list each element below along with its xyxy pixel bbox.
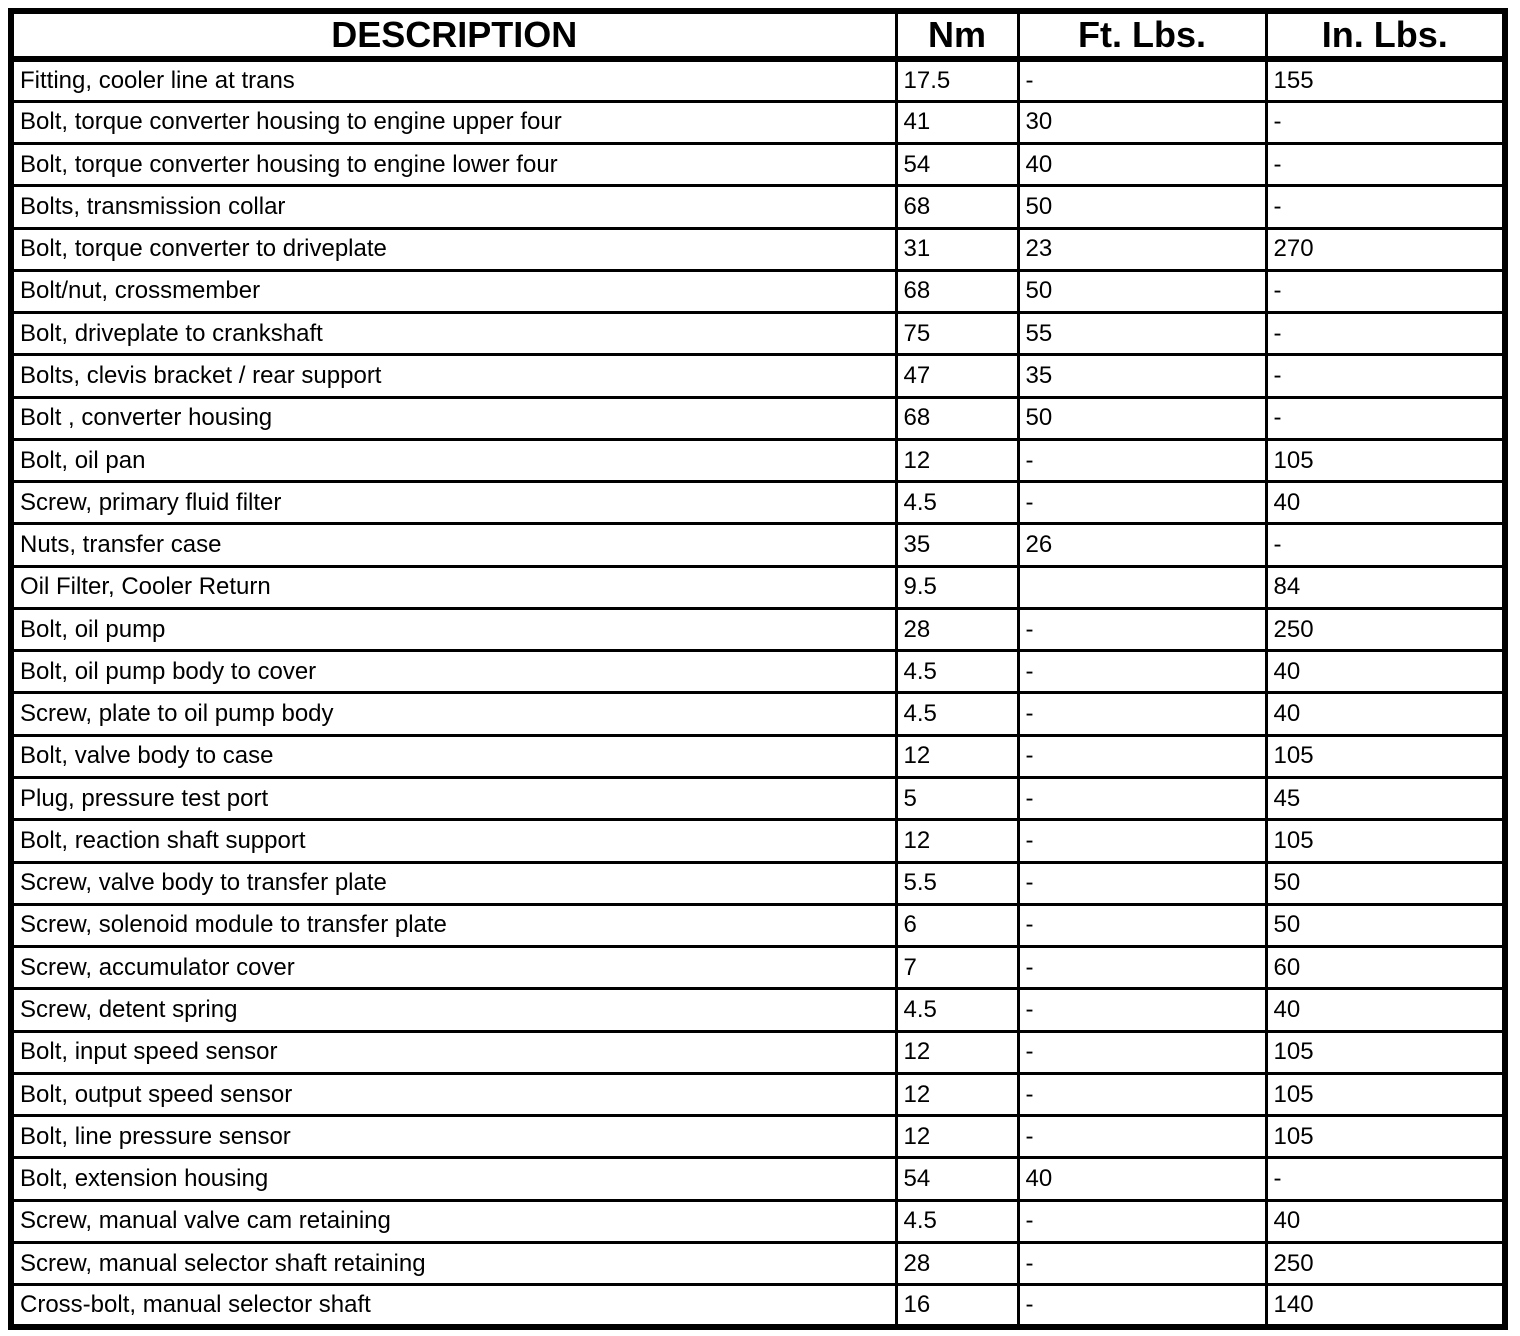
row-ftlbs-cell: - (1018, 1242, 1266, 1284)
row-ftlbs-cell: - (1018, 862, 1266, 904)
row-description-cell: Bolt, reaction shaft support (11, 820, 896, 862)
row-nm-cell: 4.5 (896, 989, 1018, 1031)
row-inlbs-cell: - (1266, 524, 1505, 566)
row-nm-cell: 75 (896, 313, 1018, 355)
table-row (11, 144, 1505, 186)
table-header-row (11, 11, 1505, 59)
table-row (11, 482, 1505, 524)
row-ftlbs-cell: - (1018, 439, 1266, 481)
row-description-cell: Bolt, line pressure sensor (11, 1116, 896, 1158)
table-row (11, 693, 1505, 735)
row-ftlbs-cell: - (1018, 735, 1266, 777)
row-inlbs-cell: 140 (1266, 1285, 1505, 1327)
row-inlbs-cell: 105 (1266, 735, 1505, 777)
row-description-cell: Screw, solenoid module to transfer plate (11, 904, 896, 946)
row-inlbs-cell: - (1266, 144, 1505, 186)
table-row (11, 186, 1505, 228)
table-row (11, 862, 1505, 904)
row-inlbs-cell: - (1266, 1158, 1505, 1200)
row-ftlbs-cell: - (1018, 651, 1266, 693)
row-ftlbs-cell: - (1018, 820, 1266, 862)
row-ftlbs-cell: - (1018, 1285, 1266, 1327)
row-ftlbs-cell: - (1018, 947, 1266, 989)
row-ftlbs-cell: - (1018, 778, 1266, 820)
row-description-cell: Bolt, oil pan (11, 439, 896, 481)
header-description: DESCRIPTION (11, 11, 896, 59)
table-row (11, 101, 1505, 143)
row-ftlbs-cell: 50 (1018, 270, 1266, 312)
row-ftlbs-cell: 26 (1018, 524, 1266, 566)
row-inlbs-cell: 60 (1266, 947, 1505, 989)
row-description-cell: Plug, pressure test port (11, 778, 896, 820)
row-inlbs-cell: 155 (1266, 59, 1505, 101)
row-description-cell: Screw, manual selector shaft retaining (11, 1242, 896, 1284)
row-nm-cell: 28 (896, 608, 1018, 650)
row-inlbs-cell: 105 (1266, 1073, 1505, 1115)
header-in-lbs: In. Lbs. (1266, 11, 1505, 59)
row-description-cell: Screw, manual valve cam retaining (11, 1200, 896, 1242)
row-description-cell: Bolt, oil pump body to cover (11, 651, 896, 693)
row-nm-cell: 54 (896, 1158, 1018, 1200)
table-body (11, 59, 1505, 1327)
row-nm-cell: 28 (896, 1242, 1018, 1284)
row-nm-cell: 68 (896, 397, 1018, 439)
row-inlbs-cell: 40 (1266, 989, 1505, 1031)
table-row (11, 228, 1505, 270)
row-ftlbs-cell: - (1018, 608, 1266, 650)
table-row (11, 989, 1505, 1031)
row-description-cell: Bolt, input speed sensor (11, 1031, 896, 1073)
row-inlbs-cell: - (1266, 186, 1505, 228)
row-inlbs-cell: - (1266, 270, 1505, 312)
row-nm-cell: 5.5 (896, 862, 1018, 904)
table-row (11, 1158, 1505, 1200)
row-ftlbs-cell: 23 (1018, 228, 1266, 270)
row-nm-cell: 12 (896, 1116, 1018, 1158)
row-nm-cell: 17.5 (896, 59, 1018, 101)
row-description-cell: Cross-bolt, manual selector shaft (11, 1285, 896, 1327)
table-row (11, 524, 1505, 566)
table-row (11, 608, 1505, 650)
row-inlbs-cell: 40 (1266, 482, 1505, 524)
row-nm-cell: 12 (896, 1031, 1018, 1073)
row-ftlbs-cell: - (1018, 989, 1266, 1031)
table-header (11, 11, 1505, 59)
table-row (11, 947, 1505, 989)
row-ftlbs-cell: - (1018, 693, 1266, 735)
row-ftlbs-cell: 50 (1018, 186, 1266, 228)
row-description-cell: Nuts, transfer case (11, 524, 896, 566)
row-ftlbs-cell: 35 (1018, 355, 1266, 397)
table-row (11, 651, 1505, 693)
row-description-cell: Bolt , converter housing (11, 397, 896, 439)
row-nm-cell: 68 (896, 186, 1018, 228)
row-description-cell: Bolts, clevis bracket / rear support (11, 355, 896, 397)
row-nm-cell: 41 (896, 101, 1018, 143)
row-nm-cell: 31 (896, 228, 1018, 270)
row-description-cell: Bolt, torque converter to driveplate (11, 228, 896, 270)
row-inlbs-cell: 50 (1266, 862, 1505, 904)
table-row (11, 439, 1505, 481)
row-nm-cell: 4.5 (896, 693, 1018, 735)
row-ftlbs-cell: 40 (1018, 1158, 1266, 1200)
row-nm-cell: 6 (896, 904, 1018, 946)
row-ftlbs-cell: 55 (1018, 313, 1266, 355)
row-description-cell: Oil Filter, Cooler Return (11, 566, 896, 608)
row-ftlbs-cell: - (1018, 1073, 1266, 1115)
row-nm-cell: 9.5 (896, 566, 1018, 608)
row-inlbs-cell: 50 (1266, 904, 1505, 946)
table-row (11, 735, 1505, 777)
table-row (11, 313, 1505, 355)
row-description-cell: Screw, valve body to transfer plate (11, 862, 896, 904)
row-nm-cell: 47 (896, 355, 1018, 397)
row-description-cell: Fitting, cooler line at trans (11, 59, 896, 101)
row-inlbs-cell: 250 (1266, 608, 1505, 650)
table-row (11, 59, 1505, 101)
table-row (11, 1073, 1505, 1115)
row-nm-cell: 68 (896, 270, 1018, 312)
row-nm-cell: 16 (896, 1285, 1018, 1327)
row-ftlbs-cell: - (1018, 59, 1266, 101)
row-inlbs-cell: 105 (1266, 1116, 1505, 1158)
row-description-cell: Bolt, oil pump (11, 608, 896, 650)
row-description-cell: Bolt, torque converter housing to engine lower four (11, 144, 896, 186)
row-description-cell: Bolt, torque converter housing to engine upper four (11, 101, 896, 143)
row-inlbs-cell: - (1266, 397, 1505, 439)
row-ftlbs-cell: - (1018, 1031, 1266, 1073)
table-row (11, 820, 1505, 862)
torque-spec-table (8, 8, 1508, 1330)
table-row (11, 1031, 1505, 1073)
row-nm-cell: 4.5 (896, 651, 1018, 693)
row-inlbs-cell: 40 (1266, 693, 1505, 735)
table-row (11, 904, 1505, 946)
row-description-cell: Bolts, transmission collar (11, 186, 896, 228)
row-inlbs-cell: 105 (1266, 820, 1505, 862)
row-description-cell: Screw, detent spring (11, 989, 896, 1031)
row-ftlbs-cell: - (1018, 1116, 1266, 1158)
row-inlbs-cell: - (1266, 313, 1505, 355)
row-ftlbs-cell: - (1018, 482, 1266, 524)
header-nm: Nm (896, 11, 1018, 59)
row-nm-cell: 4.5 (896, 1200, 1018, 1242)
row-inlbs-cell: 105 (1266, 1031, 1505, 1073)
row-nm-cell: 54 (896, 144, 1018, 186)
row-ftlbs-cell: - (1018, 904, 1266, 946)
row-nm-cell: 12 (896, 1073, 1018, 1115)
row-inlbs-cell: - (1266, 355, 1505, 397)
row-inlbs-cell: 45 (1266, 778, 1505, 820)
table-row (11, 778, 1505, 820)
row-description-cell: Bolt, driveplate to crankshaft (11, 313, 896, 355)
table-row (11, 355, 1505, 397)
row-inlbs-cell: 105 (1266, 439, 1505, 481)
row-description-cell: Screw, primary fluid filter (11, 482, 896, 524)
row-description-cell: Bolt, output speed sensor (11, 1073, 896, 1115)
table-row (11, 1285, 1505, 1327)
table-row (11, 397, 1505, 439)
row-ftlbs-cell: 40 (1018, 144, 1266, 186)
row-nm-cell: 7 (896, 947, 1018, 989)
row-ftlbs-cell (1018, 566, 1266, 608)
header-ft-lbs: Ft. Lbs. (1018, 11, 1266, 59)
row-description-cell: Bolt, extension housing (11, 1158, 896, 1200)
table-row (11, 1116, 1505, 1158)
row-nm-cell: 12 (896, 820, 1018, 862)
row-nm-cell: 4.5 (896, 482, 1018, 524)
row-nm-cell: 5 (896, 778, 1018, 820)
table-row (11, 566, 1505, 608)
table-row (11, 1200, 1505, 1242)
row-inlbs-cell: 40 (1266, 1200, 1505, 1242)
row-inlbs-cell: 84 (1266, 566, 1505, 608)
row-description-cell: Bolt, valve body to case (11, 735, 896, 777)
row-ftlbs-cell: 50 (1018, 397, 1266, 439)
row-nm-cell: 12 (896, 439, 1018, 481)
row-inlbs-cell: 40 (1266, 651, 1505, 693)
row-nm-cell: 35 (896, 524, 1018, 566)
table-row (11, 270, 1505, 312)
row-inlbs-cell: 270 (1266, 228, 1505, 270)
row-description-cell: Bolt/nut, crossmember (11, 270, 896, 312)
row-inlbs-cell: - (1266, 101, 1505, 143)
row-description-cell: Screw, accumulator cover (11, 947, 896, 989)
row-inlbs-cell: 250 (1266, 1242, 1505, 1284)
row-ftlbs-cell: - (1018, 1200, 1266, 1242)
row-ftlbs-cell: 30 (1018, 101, 1266, 143)
table-row (11, 1242, 1505, 1284)
row-nm-cell: 12 (896, 735, 1018, 777)
row-description-cell: Screw, plate to oil pump body (11, 693, 896, 735)
